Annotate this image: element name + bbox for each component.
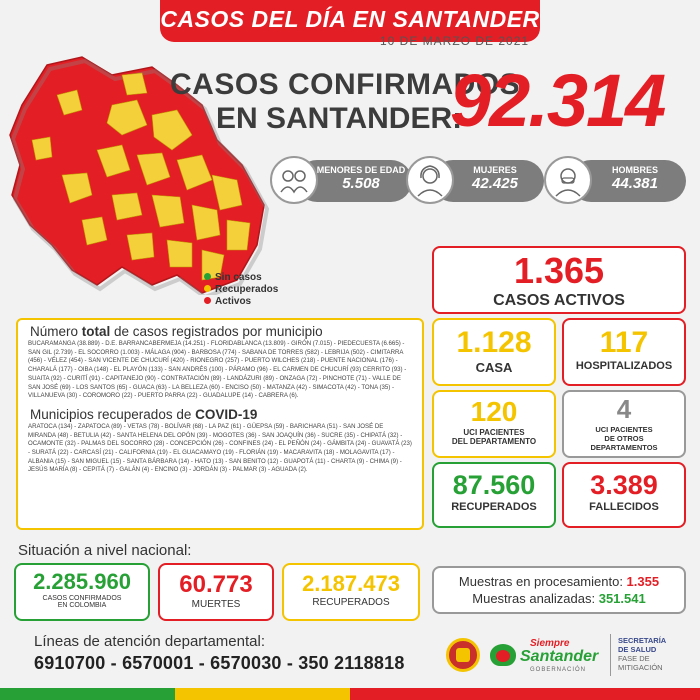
shield-icon	[456, 648, 470, 662]
confirmed-label-line1: CASOS CONFIRMADOS	[170, 68, 521, 101]
municipality-list-box	[16, 318, 424, 530]
municipality-total-list: BUCARAMANGA (38.889) - D.E. BARRANCABERMEJA (14.251) - FLORIDABLANCA (13.809) - GIRÓN (7.015) - PIEDECUESTA (6.665) - SAN GIL (2.739) - EL SOCORRO (1.003) - MÁLAGA (904) - BARBOSA (774) - SABANA DE TORRES (582) - LEBRIJA (502) - CIMITARRA (456) - VÉLEZ (454) - SAN VICENTE DE CHUCURÍ (420) - RIONEGRO (257) - PUERTO WILCHES (218) - PUENTE NACIONAL (176) - CHARALÁ (177) - OIBA (148) - EL PLAYÓN (133) - SAN ANDRÉS (100) - PÁRAMO (96) - EL CARMEN DE CHUCURÍ (93) CERRITO (93) - SUAITA (92) - CURITÍ (91) - CAPITANEJO (90) - CONTRATACIÓN (89) - LANDÁZURI (89) - ONZAGA (72) - PINCHOTE (71) - VALLE DE SAN JOSÉ (69) - LOS SANTOS (65) - GUACA (63) - LA BELLEZA (60) - ENCISO (50) - MATANZA (42) - SIMACOTA (42) - TONA (35) - VILLANUEVA (30) - COROMORO (22) - PUERTO PARRA (22) - GUADALUPE (14) - CABRERA (6).	[28, 340, 407, 400]
active-cases-card: 1.365 CASOS ACTIVOS	[432, 246, 686, 314]
samples-analyzed: Muestras analizadas: 351.541	[472, 591, 646, 606]
confirmed-total: 92.314	[450, 59, 665, 142]
national-recovered-card: 2.187.473 RECUPERADOS	[282, 563, 420, 621]
legend-activos: Activos	[204, 296, 251, 307]
deceased-card: 3.389 FALLECIDOS	[562, 462, 686, 528]
samples-processing: Muestras en procesamiento: 1.355	[458, 574, 660, 589]
legend-recuperados: Recuperados	[204, 284, 278, 295]
report-date: 10 DE MARZO DE 2021	[380, 34, 530, 48]
secretaria-logo: SECRETARÍA DE SALUD FASE DE MITIGACIÓN	[618, 636, 667, 672]
samples-card	[432, 566, 686, 614]
logo-divider	[610, 634, 611, 676]
hotline-numbers: 6910700 - 6570001 - 6570030 - 350 2118818	[34, 653, 405, 673]
red-dot-icon	[204, 297, 211, 304]
municipality-total-heading: Número total de casos registrados por municipio	[30, 324, 323, 339]
national-deaths-card: 60.773 MUERTES	[158, 563, 274, 621]
seal-logo	[446, 638, 480, 672]
recovered-card: 87.560 RECUPERADOS	[432, 462, 556, 528]
yellow-dot-icon	[204, 285, 211, 292]
recovered-municipality-heading: Municipios recuperados de COVID-19	[30, 406, 258, 422]
hospitalized-card: 117 HOSPITALIZADOS	[562, 318, 686, 386]
green-dot-icon	[204, 273, 211, 280]
demo-men: HOMBRES 44.381	[570, 160, 686, 202]
national-confirmed-card: 2.285.960 CASOS CONFIRMADOS EN COLOMBIA	[14, 563, 150, 621]
icu-other-card: 4 UCI PACIENTES DE OTROS DEPARTAMENTOS	[562, 390, 686, 458]
legend-sin-casos: Sin casos	[204, 272, 262, 283]
icu-department-card: 120 UCI PACIENTES DEL DEPARTAMENTO	[432, 390, 556, 458]
recovered-municipality-list: ARATOCA (134) - ZAPATOCA (89) - VETAS (78) - BOLÍVAR (68) - LA PAZ (61) - GÜEPSA (59) - BARICHARA (51) - SAN JOSÉ DE MIRANDA (48) - BETULIA (42) - SANTA HELENA DEL OPÓN (39) - MOGOTES (36) - SAN JOAQUÍN (36) - SUCRE (35) - CHIPATÁ (32) - OCAMONTE (32) - PALMAS DEL SOCORRO (28) - CONCEPCIÓN (26) - CONFINES (24) - EL PEÑÓN (24) - GÁMBITA (24) - GUAVATÁ (23) - SURATÁ (22) - CARCASÍ (21) - CALIFORNIA (19) - EL GUACAMAYO (19) - FLORIÁN (19) - MACARAVITA (18) - MOLAGAVITA (17) - ALBANIA (15) - SAN MIGUEL (15) - SANTA BÁRBARA (14) - HATO (13) - SAN BENITO (12) - GUAPOTÁ (11) - CHARTA (9) - CHIMA (9) - JESÚS MARÍA (8) - CEPITÁ (7) - GALÁN (4) - ENCINO (3) - JORDÁN (3) - PALMAR (3) - AGUADA (2).	[28, 422, 412, 474]
man-icon	[544, 156, 592, 204]
demo-women: MUJERES 42.425	[432, 160, 544, 202]
hotline-title: Líneas de atención departamental:	[34, 633, 265, 650]
confirmed-label-line2: EN SANTANDER:	[216, 102, 463, 135]
page-title: CASOS DEL DÍA EN SANTANDER	[160, 6, 540, 32]
demo-minors: MENORES DE EDAD 5.508	[296, 160, 412, 202]
santander-logo: Siempre Santander GOBERNACIÓN	[490, 636, 600, 676]
home-card: 1.128 CASA	[432, 318, 556, 386]
children-icon	[270, 156, 318, 204]
national-title: Situación a nivel nacional:	[18, 542, 192, 559]
bottom-color-bar	[0, 688, 700, 700]
woman-icon	[406, 156, 454, 204]
